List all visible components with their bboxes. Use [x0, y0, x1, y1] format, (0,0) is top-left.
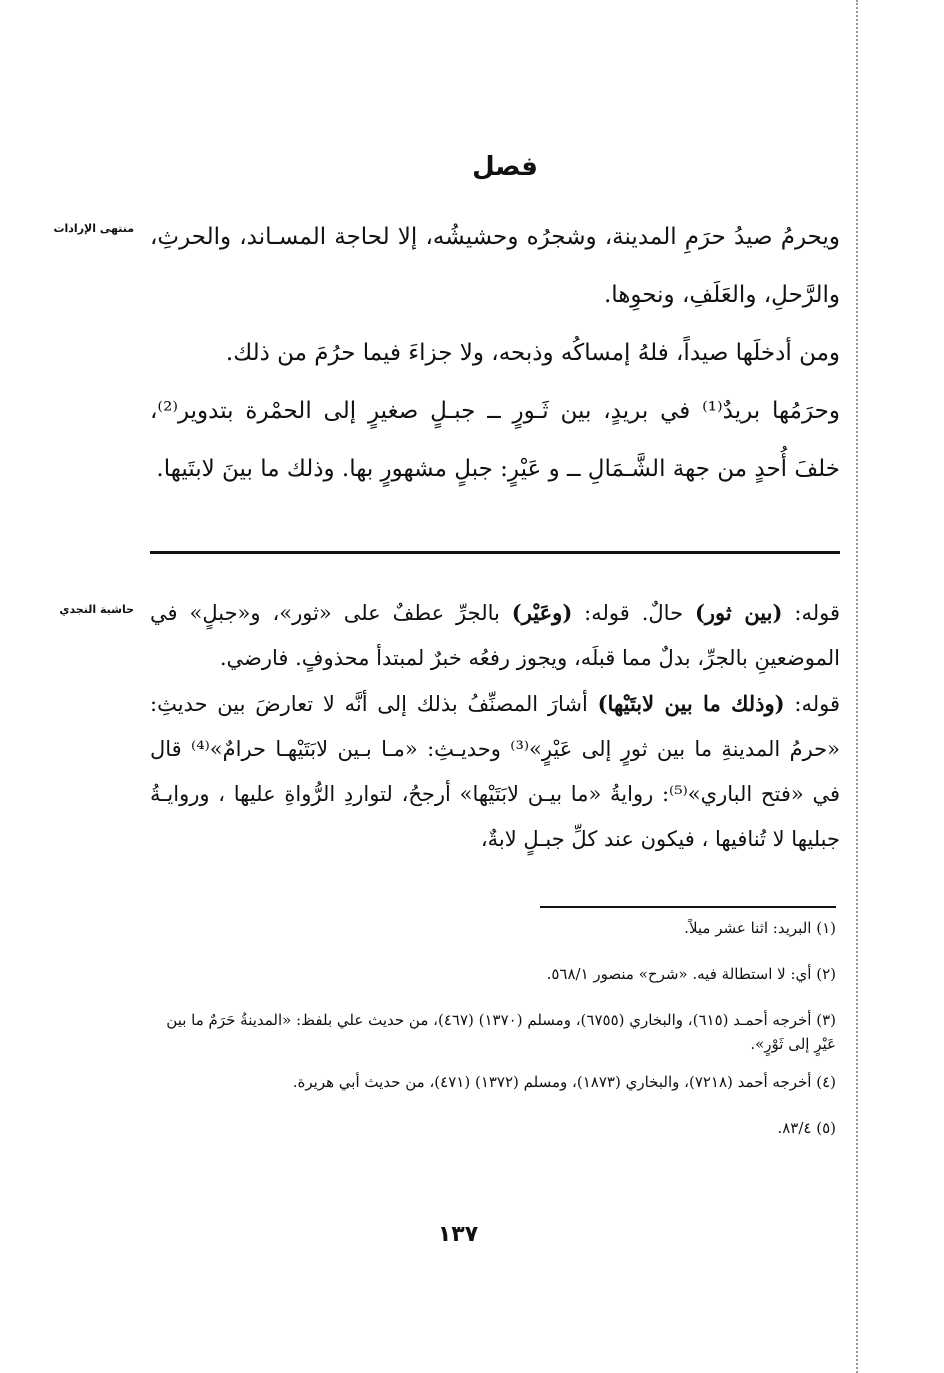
source-label-main: منتهى الإرادات: [53, 222, 134, 235]
footnote-divider: [540, 906, 836, 908]
footnote: (٤) أخرجه أحمد (٧٢١٨)، والبخاري (١٨٧٣)، ومسلم (١٣٧٢) (٤٧١)، من حديث أبي هريرة.: [292, 1073, 836, 1091]
commentary-paragraph: [150, 590, 840, 681]
commentary-lead: قوله:: [782, 601, 840, 625]
commentary-text-run: أشارَ المصنِّفُ بذلك إلى أنَّه لا تعارضَ بين حديثِ: «حرمُ المدينةِ ما بين ثورٍ إلى عَيْرٍ»⁽³⁾ وحديـثِ: «مـا بـين لابَتَيْهـا حرامٌ»⁽⁴⁾ قال في «فتح الباري»⁽⁵⁾: روايةُ «ما بيـن لابَتَيْها» أرجحُ، لتواردِ الرُّواةِ عليها ، وروايـةُ جبليها لا تُنافيها ، فيكون عند كلِّ جبـلٍ لابةٌ،: [150, 692, 841, 851]
commentary-lead: قوله:: [784, 692, 840, 716]
commentary-text: [150, 590, 840, 862]
footnote: (١) البريد: اثنا عشر ميلاً.: [684, 919, 836, 937]
quoted-phrase: (بين ثور): [694, 600, 783, 625]
footnote: (٢) أي: لا استطالة فيه. «شرح» منصور ٥٦٨/١.: [546, 965, 836, 983]
scan-margin-dotted-line: [856, 0, 858, 1373]
main-text: [150, 208, 840, 498]
main-paragraph: وحرَمُها بريدٌ⁽¹⁾ في بريدٍ، بين ثَـورٍ ــ جبـلٍ صغيرٍ إلى الحمْرة بتدوير⁽²⁾، خلفَ أُحدٍ من جهة الشَّـمَالِ ــ و عَيْرٍ: جبلٍ مشهورٍ بها. وذلك ما بينَ لابتَيها.: [150, 398, 840, 482]
commentary-text-run: حالٌ. قوله:: [572, 601, 695, 625]
main-paragraph: ويحرمُ صيدُ حرَمِ المدينة، وشجرُه وحشيشُه، إلا لحاجة المسـاند، والحرثِ، والرَّحلِ، والعَلَفِ، ونحوِها.: [150, 224, 840, 308]
footnotes: [150, 916, 836, 1162]
quoted-phrase: (وذلك ما بين لابتَيْها): [597, 691, 785, 716]
quoted-phrase: (وعَيْر): [511, 600, 573, 625]
commentary-paragraph: [150, 681, 840, 862]
footnote: (٣) أخرجه أحمـد (٦١٥)، والبخاري (٦٧٥٥)، ومسلم (١٣٧٠) (٤٦٧)، من حديث علي بلفظ: «المدينةُ حَرَمٌ ما بين عَيْرٍ إلى ثَوْرٍ».: [166, 1011, 836, 1053]
page-number: ١٣٧: [437, 1222, 479, 1247]
commentary-text-run: بالجرِّ عطفٌ على «ثور»، و«جبلٍ» في الموضعينِ بالجرِّ، بدلٌ مما قبلَه، ويجوز رفعُه خبرٌ لمبتدأ محذوفٍ. فارضي.: [150, 601, 840, 670]
source-label-commentary: حاشية النجدي: [59, 603, 134, 616]
section-heading: فصل: [472, 152, 538, 182]
main-paragraph: ومن أدخلَها صيداً، فلهُ إمساكُه وذبحه، ولا جزاءَ فيما حرُمَ من ذلك.: [225, 340, 840, 366]
section-divider: [150, 551, 840, 554]
footnote: (٥) ٨٣/٤.: [777, 1119, 836, 1137]
